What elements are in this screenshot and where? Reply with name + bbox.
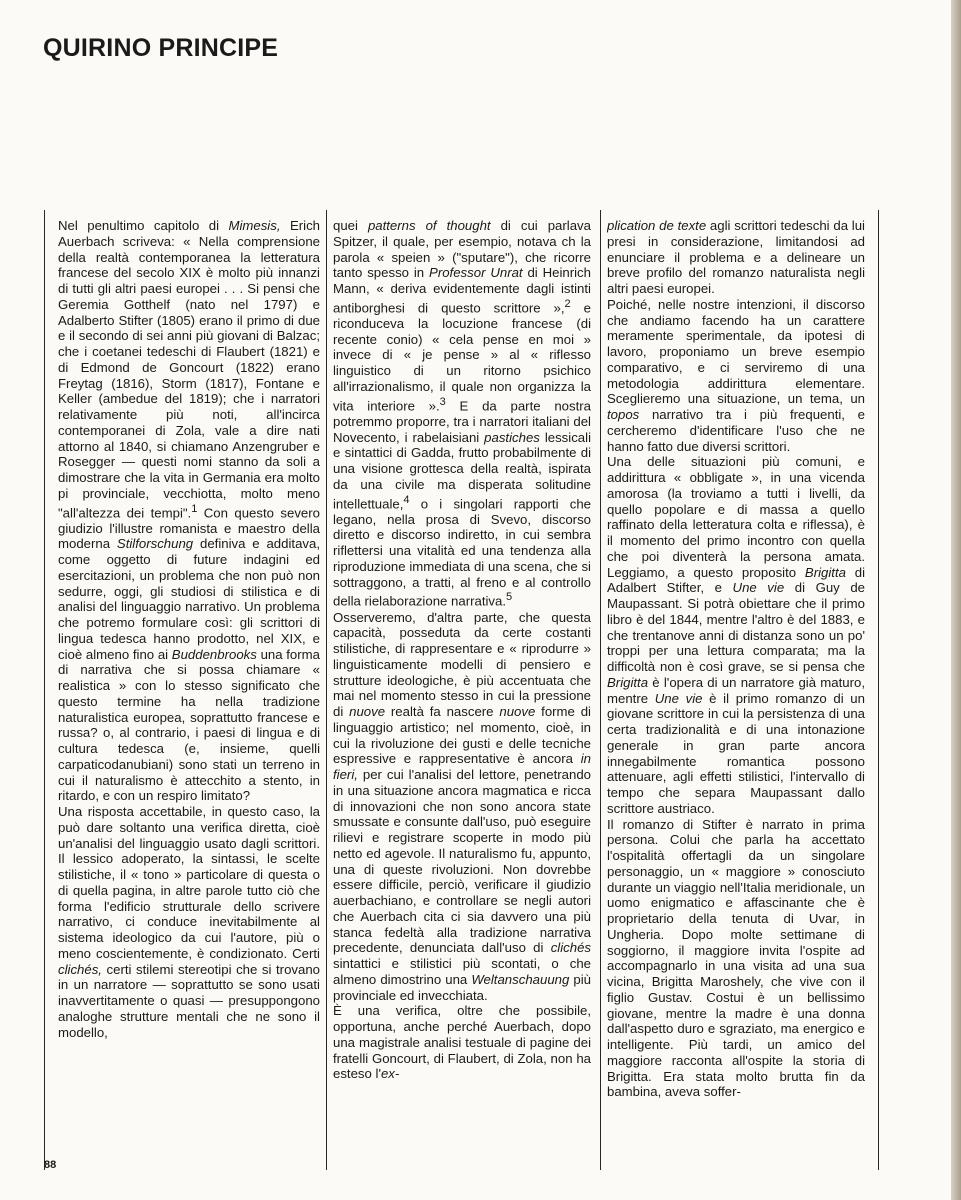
page-edge [951,0,961,1200]
paragraph: plication de texte agli scrittori tedeschi da lui presi in considerazione, limitandosi ad enunciare il problema e a delineare un breve profilo del romanzo naturalista negli altri paesi europei. [607,218,865,296]
column-rule [600,210,601,1170]
paragraph: Osserveremo, d'altra parte, che questa capacità, posseduta da certe costanti stilistiche, di rappresentare e « riprodurre » linguisticamente modelli di pensiero e strutture ideologiche, è più accentuata che mai nel momento stesso in cui la pressione di nuove realtà fa nascere nuove forme di linguaggio artistico; nel momento, cioè, in cui la rivoluzione dei gusti e delle tecniche espressive e rappresentative è ancora in fieri, per cui l'analisi del lettore, penetrando in una situazione ancora magmatica e ricca di innovazioni che non sono ancora state smussate e consunte dall'uso, può eseguire rilievi e registrare scoperte in modo più netto ed agevole. Il naturalismo fu, appunto, una di queste rivoluzioni. Non dovrebbe essere difficile, perciò, verificare il giudizio auerbachiano, e controllare se negli autori che Auerbach cita ci sia davvero una più stanca fedeltà alla tradizione narrativa precedente, denunciata dall'uso di clichés sintattici e stilistici più scontati, o che almeno dimostrino una Weltanschauung più provinciale ed invecchiata. [333,609,591,1003]
paragraph: Una delle situazioni più comuni, e addirittura « obbligate », in una vicenda amorosa (la troviamo a tutti i livelli, da quello popolare e di massa a quello raffinato della letteratura colta e riflessa), è il momento del primo incontro con quella che poi diventerà la persona amata. Leggiamo, a questo proposito Brigitta di Adalbert Stifter, e Une vie di Guy de Maupassant. Si potrà obiettare che il primo libro è del 1844, mentre l'altro è del 1883, e che trentanove anni di distanza sono un po' troppi per una lettura comparata; ma la difficoltà non è così grave, se si pensa che Brigitta è l'opera di un narratore già maturo, mentre Une vie è il primo romanzo di un giovane scrittore in cui la persistenza di una certa tradizionalità e di una intonazione generale in gran parte ancora innegabilmente romantica possono attenuare, agli effetti stilistici, l'intervallo di tempo che separa Maupassant dallo scrittore austriaco. [607,454,865,816]
column-rule [878,210,879,1170]
text-column-2 [333,218,591,1163]
paragraph: Poiché, nelle nostre intenzioni, il discorso che andiamo facendo ha un carattere meramente sperimentale, da ipotesi di lavoro, proponiamo un breve esempio comparativo, e ci serviremo di una metodologia addirittura elementare. Sceglieremo una situazione, un tema, un topos narrativo tra i più frequenti, e cercheremo d'identificare l'uso che ne hanno fatto due diversi scrittori. [607,296,865,454]
text-column-3 [607,218,865,1163]
paragraph: quei patterns of thought di cui parlava Spitzer, il quale, per esempio, notava ch la parola « speien » ("sputare"), che ricorre tanto spesso in Professor Unrat di Heinrich Mann, « deriva evidentemente dagli istinti antiborghesi di questo scrittore »,$^2$ e riconduceva la locuzione francese (di recente conio) « cela pense en moi » invece di « je pense » al « riflesso linguistico di un ritorno psichico all'irrazionalismo, il quale non organizza la vita interiore ».$^3$ E da parte nostra potremmo proporre, tra i narratori italiani del Novecento, i rabelaisiani pastiches lessicali e sintattici di Gadda, frutto probabilmente di una visione grottesca della realtà, ispirata da una civile ma disperata solitudine intellettuale,$^4$ o i singolari rapporti che legano, nella prosa di Svevo, discorso diretto e discorso indiretto, in cui sembra riflettersi una vitalità ed una tendenza alla riproduzione immediata di una scena, che si sottraggono, a tratti, al freno e al controllo della rielaborazione narrativa.$^5$ [333,218,591,609]
paragraph: Nel penultimo capitolo di Mimesis, Erich Auerbach scriveva: « Nella comprensione della realtà contemporanea la letteratura francese del secolo XIX è molto più innanzi di tutti gli altri paesi europei . . . Si pensi che Geremia Gotthelf (nato nel 1797) e Adalberto Stifter (1805) erano il primo di due e il secondo di sei anni più giovani di Balzac; che i coetanei tedeschi di Flaubert (1821) e di Edmond de Goncourt (1822) erano Freytag (1816), Storm (1817), Fontane e Keller (ambedue del 1819); che i narratori relativamente più noti, all'incirca contemporanei di Zola, vale a dire nati attorno al 1840, si chiamano Anzengruber e Rosegger — questi nomi stanno da soli a dimostrare che la vita in Germania era molto pi provinciale, vecchiotta, molto meno "all'altezza dei tempi".$^1$ Con questo severo giudizio l'illustre romanista e maestro della moderna Stilforschung definiva e additava, come oggetto di future indagini ed esercitazioni, un problema che non può non sedurre, oggi, gli studiosi di stilistica e di analisi del linguaggio narrativo. Un problema che potremo formulare così: gli scrittori di lingua tedesca hanno prodotto, nel XIX, e cioè almeno fino ai Buddenbrooks una forma di narrativa che si possa chiamare « realistica » con lo stesso significato che questo termine ha nella tradizione naturalistica europea, soprattutto francese e russa? o, al contrario, i paesi di lingua e di cultura tedesca (e, insieme, quelli carpaticodanubiani) sono stati un terreno in cui il naturalismo è attecchito a stento, in ritardo, e con un respiro limitato? [58,218,320,804]
paragraph: Il romanzo di Stifter è narrato in prima persona. Colui che parla ha accettato l'ospitalità offertagli da un singolare personaggio, un « maggiore » conosciuto durante un viaggio nell'Italia meridionale, un uomo enigmatico e affascinante che è proprietario della tenuta di Uvar, in Ungheria. Dopo molte settimane di soggiorno, il maggiore invita l'ospite ad accompagnarlo in una visita ad una sua vicina, Brigitta Maroshely, che vive con il figlio Gustav. Costui è un bellissimo giovane, mentre la madre è una donna dall'aspetto duro e sgraziato, ma energico e intelligente. Più tardi, un amico del maggiore racconta all'ospite la storia di Brigitta. Era stata molto brutta fin da bambina, aveva soffer- [607,816,865,1100]
column-rule [326,210,327,1170]
paragraph: Una risposta accettabile, in questo caso, la può dare soltanto una verifica diretta, cioè un'analisi del linguaggio usato dagli scrittori. Il lessico adoperato, la sintassi, le scelte stilistiche, il « tono » particolare di questa o di quella pagina, in altre parole tutto ciò che forma l'edificio strutturale dello scrivere narrativo, ci conduce inevitabilmente al sistema ideologico da cui l'autore, più o meno coscientemente, è condizionato. Certi clichés, certi stilemi stereotipi che si trovano in un narratore — soprattutto se sono usati inavvertitamente o quasi — presuppongono analoghe strutture mentali che ne sono il modello, [58,804,320,1040]
author-heading: QUIRINO PRINCIPE [43,34,279,62]
column-rule [44,210,45,1170]
paragraph: È una verifica, oltre che possibile, opportuna, anche perché Auerbach, dopo una magistrale analisi testuale di pagine dei fratelli Goncourt, di Flaubert, di Zola, non ha esteso l'ex- [333,1003,591,1082]
page-number: 88 [44,1159,57,1171]
text-column-1 [58,218,320,1163]
